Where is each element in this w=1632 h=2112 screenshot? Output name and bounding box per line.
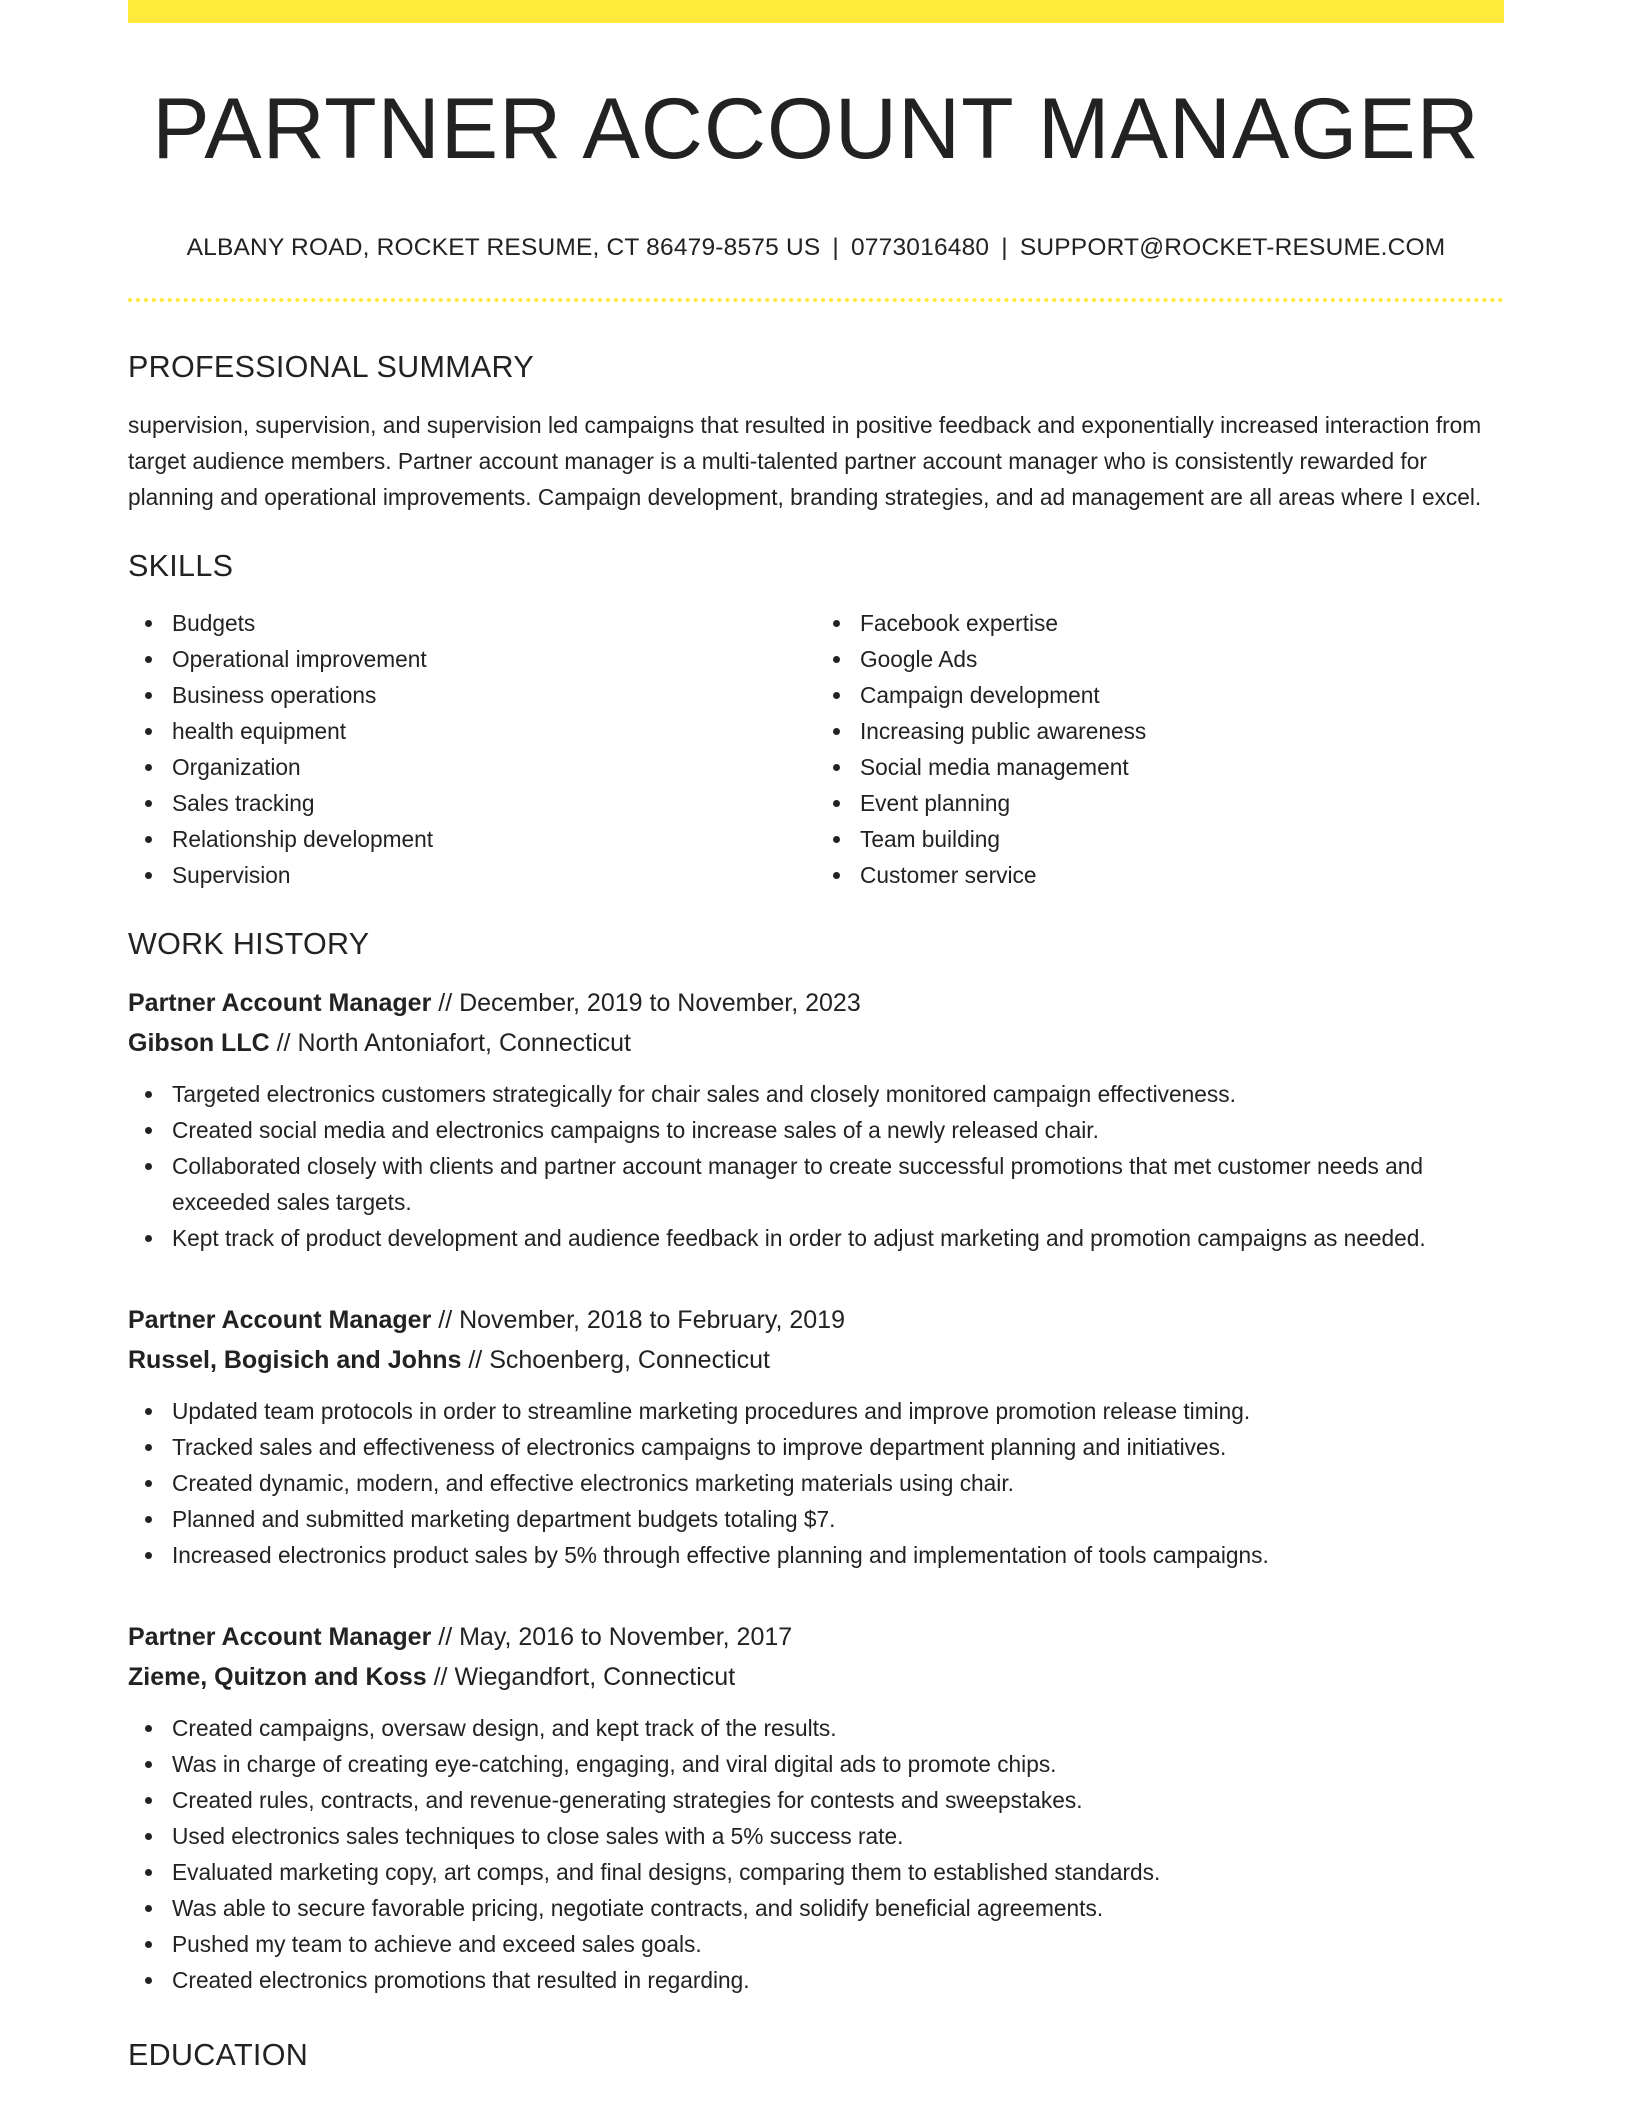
list-item <box>172 1746 1504 1782</box>
job-title: Partner Account Manager <box>128 1623 432 1652</box>
list-item <box>172 1926 1504 1962</box>
list-item <box>172 677 816 713</box>
bullet-icon <box>145 1480 152 1487</box>
list-item-text: Updated team protocols in order to streamline marketing procedures and improve promotion release timing. <box>172 1398 1251 1425</box>
job-entry <box>128 983 1504 1256</box>
bullet-icon <box>145 764 152 771</box>
accent-top-bar <box>128 0 1504 23</box>
contact-phone: 0773016480 <box>850 234 990 261</box>
bullet-icon <box>145 1444 152 1451</box>
education-heading: EDUCATION <box>128 2038 309 2073</box>
list-item-text: Budgets <box>172 609 256 636</box>
summary-heading: PROFESSIONAL SUMMARY <box>128 350 534 385</box>
list-item-text: Relationship development <box>172 825 434 852</box>
bullet-icon <box>145 1797 152 1804</box>
list-item <box>172 1710 1504 1746</box>
list-item-text: Created dynamic, modern, and effective electronics marketing materials using chair. <box>172 1470 1014 1497</box>
list-item-text: Evaluated marketing copy, art comps, and final designs, comparing them to established standards. <box>172 1859 1161 1886</box>
bullet-icon <box>145 656 152 663</box>
contact-line <box>128 233 1504 262</box>
list-item-text: Created rules, contracts, and revenue-generating strategies for contests and sweepstakes. <box>172 1787 1083 1814</box>
bullet-icon <box>145 1869 152 1876</box>
list-item-text: Planned and submitted marketing department budgets totaling $7. <box>172 1506 836 1533</box>
list-item <box>172 1393 1504 1429</box>
bullet-icon <box>145 692 152 699</box>
bullet-icon <box>145 1127 152 1134</box>
job-company-line <box>128 1657 1504 1697</box>
bullet-icon <box>145 1941 152 1948</box>
list-item <box>860 641 1504 677</box>
dotted-divider <box>128 298 1504 302</box>
list-item-text: Was able to secure favorable pricing, negotiate contracts, and solidify beneficial agreements. <box>172 1895 1104 1922</box>
bullet-icon <box>145 836 152 843</box>
list-item <box>860 677 1504 713</box>
bullet-icon <box>833 656 840 663</box>
list-item <box>172 1112 1504 1148</box>
list-item <box>172 641 816 677</box>
list-item-text: Campaign development <box>860 681 1100 708</box>
list-item <box>860 785 1504 821</box>
list-item <box>172 1962 1504 1998</box>
list-item-text: Collaborated closely with clients and partner account manager to create successful promotions that met customer needs and exceeded sales targets. <box>172 1153 1423 1216</box>
bullet-icon <box>145 1725 152 1732</box>
job-dates: // November, 2018 to February, 2019 <box>438 1306 845 1335</box>
list-item-text: Tracked sales and effectiveness of electronics campaigns to improve department planning and initiatives. <box>172 1434 1227 1461</box>
job-company: Russel, Bogisich and Johns <box>128 1346 462 1375</box>
contact-email: SUPPORT@ROCKET-RESUME.COM <box>1019 234 1446 261</box>
list-item-text: Business operations <box>172 681 377 708</box>
list-item-text: Used electronics sales techniques to close sales with a 5% success rate. <box>172 1823 904 1850</box>
list-item-text: Event planning <box>860 789 1011 816</box>
bullet-icon <box>833 728 840 735</box>
list-item <box>860 605 1504 641</box>
list-item-text: Team building <box>860 825 1000 852</box>
bullet-icon <box>145 1833 152 1840</box>
list-item <box>172 1501 1504 1537</box>
list-item-text: Increased electronics product sales by 5% through effective planning and implementation of tools campaigns. <box>172 1542 1269 1569</box>
list-item-text: Created social media and electronics campaigns to increase sales of a newly released chair. <box>172 1117 1099 1144</box>
job-bullets <box>128 1393 1504 1573</box>
job-company-line <box>128 1023 1504 1063</box>
bullet-icon <box>833 872 840 879</box>
list-item-text: Sales tracking <box>172 789 315 816</box>
skills-column-right <box>816 605 1504 893</box>
skills-column-left <box>128 605 816 893</box>
list-item-text: health equipment <box>172 717 347 744</box>
list-item <box>172 1148 1504 1220</box>
summary-text: supervision, supervision, and supervision led campaigns that resulted in positive feedback and exponentially increased interaction from target audience members. Partner account manager is a multi-talented partner account manager who is consistently rewarded for planning and operational improvements. Campaign development, branding strategies, and ad management are all areas where I excel. <box>128 411 1482 510</box>
bullet-icon <box>833 836 840 843</box>
skills-heading: SKILLS <box>128 548 234 583</box>
bullet-icon <box>145 1091 152 1098</box>
list-item <box>172 1890 1504 1926</box>
list-item-text: Increasing public awareness <box>860 717 1147 744</box>
bullet-icon <box>833 764 840 771</box>
list-item <box>172 1537 1504 1573</box>
bullet-icon <box>833 692 840 699</box>
list-item <box>860 821 1504 857</box>
list-item-text: Organization <box>172 753 301 780</box>
bullet-icon <box>145 800 152 807</box>
list-item <box>172 785 816 821</box>
list-item-text: Supervision <box>172 861 291 888</box>
job-title-line <box>128 1617 1504 1657</box>
list-item <box>172 1220 1504 1256</box>
list-item-text: Targeted electronics customers strategically for chair sales and closely monitored campaign effectiveness. <box>172 1081 1236 1108</box>
bullet-icon <box>833 620 840 627</box>
job-title: Partner Account Manager <box>128 1306 432 1335</box>
list-item-text: Created campaigns, oversaw design, and kept track of the results. <box>172 1715 837 1742</box>
job-location: // Schoenberg, Connecticut <box>468 1346 770 1375</box>
list-item <box>860 713 1504 749</box>
job-company-line <box>128 1340 1504 1380</box>
list-item-text: Kept track of product development and audience feedback in order to adjust marketing and promotion campaigns as needed. <box>172 1225 1426 1252</box>
contact-address: ALBANY ROAD, ROCKET RESUME, CT 86479-8575 US <box>186 234 821 261</box>
job-company: Gibson LLC <box>128 1029 270 1058</box>
list-item <box>860 857 1504 893</box>
list-item <box>172 749 816 785</box>
list-item-text: Created electronics promotions that resulted in regarding. <box>172 1967 750 1994</box>
bullet-icon <box>145 1905 152 1912</box>
list-item <box>860 749 1504 785</box>
bullet-icon <box>145 728 152 735</box>
list-item <box>172 1429 1504 1465</box>
list-item <box>172 821 816 857</box>
job-location: // Wiegandfort, Connecticut <box>433 1663 736 1692</box>
list-item-text: Facebook expertise <box>860 609 1058 636</box>
job-title-line <box>128 983 1504 1023</box>
list-item <box>172 1076 1504 1112</box>
job-title: Partner Account Manager <box>128 989 432 1018</box>
bullet-icon <box>145 1761 152 1768</box>
job-entry <box>128 1617 1504 1998</box>
list-item <box>172 857 816 893</box>
list-item <box>172 1782 1504 1818</box>
bullet-icon <box>145 1516 152 1523</box>
job-bullets <box>128 1076 1504 1256</box>
list-item <box>172 1818 1504 1854</box>
skills-grid <box>128 605 1504 893</box>
bullet-icon <box>145 1163 152 1170</box>
bullet-icon <box>145 872 152 879</box>
job-entry <box>128 1300 1504 1573</box>
list-item-text: Pushed my team to achieve and exceed sales goals. <box>172 1931 702 1958</box>
bullet-icon <box>145 620 152 627</box>
job-location: // North Antoniafort, Connecticut <box>276 1029 631 1058</box>
list-item-text: Customer service <box>860 861 1037 888</box>
list-item-text: Was in charge of creating eye-catching, engaging, and viral digital ads to promote chips. <box>172 1751 1057 1778</box>
work-history-heading: WORK HISTORY <box>128 926 370 961</box>
resume-title: PARTNER ACCOUNT MANAGER <box>152 81 1480 177</box>
contact-separator: | <box>1001 234 1008 261</box>
list-item <box>172 1465 1504 1501</box>
job-dates: // December, 2019 to November, 2023 <box>438 989 861 1018</box>
bullet-icon <box>833 800 840 807</box>
job-title-line <box>128 1300 1504 1340</box>
list-item <box>172 1854 1504 1890</box>
job-dates: // May, 2016 to November, 2017 <box>438 1623 793 1652</box>
list-item-text: Google Ads <box>860 645 978 672</box>
list-item-text: Operational improvement <box>172 645 427 672</box>
bullet-icon <box>145 1235 152 1242</box>
bullet-icon <box>145 1552 152 1559</box>
contact-separator: | <box>832 234 839 261</box>
resume-page <box>128 0 1504 2074</box>
list-item-text: Social media management <box>860 753 1129 780</box>
bullet-icon <box>145 1977 152 1984</box>
list-item <box>172 713 816 749</box>
job-bullets <box>128 1710 1504 1998</box>
job-company: Zieme, Quitzon and Koss <box>128 1663 427 1692</box>
bullet-icon <box>145 1408 152 1415</box>
list-item <box>172 605 816 641</box>
